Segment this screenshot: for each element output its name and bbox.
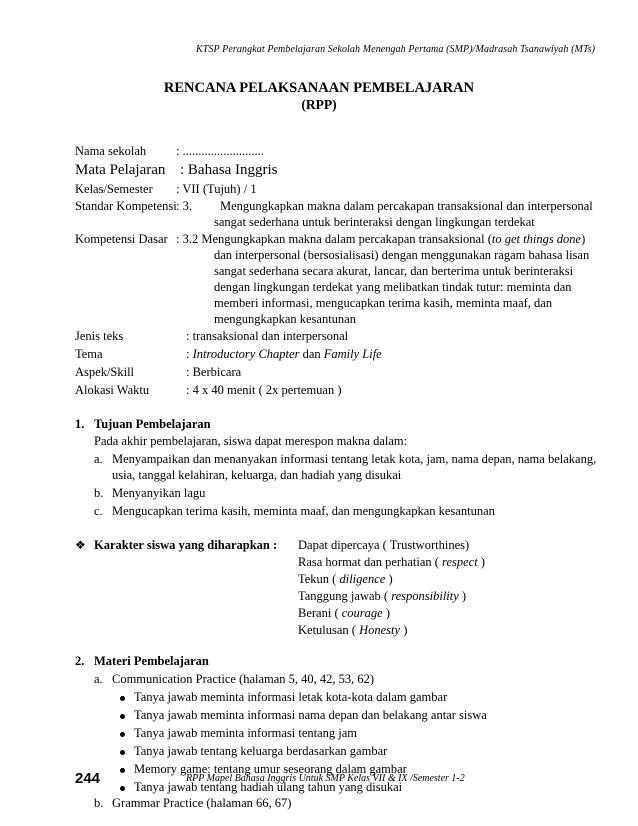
tujuan-intro: Pada akhir pembelajaran, siswa dapat merespon makna dalam: [94, 434, 408, 448]
school-value: : .......................... [176, 144, 264, 158]
materi-bullet-item: Tanya jawab meminta informasi tentang jam [134, 726, 358, 740]
section-title-materi: Materi Pembelajaran [94, 654, 209, 668]
page-number: 244 [75, 770, 101, 787]
section-number-2: 2. [75, 654, 85, 668]
class-value: : VII (Tujuh) / 1 [176, 182, 257, 196]
kd-label: Kompetensi Dasar [75, 232, 168, 246]
aspek-value: : Berbicara [186, 365, 242, 379]
subject-value: : Bahasa Inggris [180, 162, 278, 178]
materi-a-mark: a. [94, 672, 103, 686]
document-title: RENCANA PELAKSANAAN PEMBELAJARAN [163, 80, 475, 96]
document-subtitle: (RPP) [301, 97, 337, 112]
karakter-title: Karakter siswa yang diharapkan : [94, 538, 278, 552]
tema-value: : Introductory Chapter dan Family Life [186, 347, 382, 361]
materi-bullet-item: Tanya jawab meminta informasi letak kota-kota dalam gambar [134, 690, 448, 704]
karakter-item: Rasa hormat dan perhatian ( respect ) [298, 555, 485, 569]
tujuan-c-text: Mengucapkan terima kasih, meminta maaf, dan mengungkapkan kesantunan [112, 504, 495, 518]
sk-label: Standar Kompetensi [75, 199, 177, 213]
school-label: Nama sekolah [75, 144, 147, 158]
karakter-item: Dapat dipercaya ( Trustworthines) [298, 538, 470, 552]
alokasi-label: Alokasi Waktu [75, 383, 150, 397]
sk-text-line1: Mengungkapkan makna dalam percakapan transaksional dan interpersonal [220, 199, 593, 213]
materi-bullet-item: Tanya jawab meminta informasi nama depan dan belakang antar siswa [134, 708, 487, 722]
karakter-item: Ketulusan ( Honesty ) [298, 623, 408, 637]
class-label: Kelas/Semester [75, 182, 153, 196]
materi-bullet-item: Memory game: tentang umur seseorang dalam gambar [134, 762, 407, 776]
subject-label: Mata Pelajaran [75, 162, 166, 178]
kd-text-line3: sangat sederhana secara akurat, lancar, dan berterima untuk berinteraksi [214, 264, 574, 278]
karakter-item: Tanggung jawab ( responsibility ) [298, 589, 467, 603]
bullet-icon [120, 750, 125, 755]
section-number-1: 1. [75, 417, 85, 431]
tujuan-a-line2: usia, tanggal kelahiran, keluarga, dan hadiah yang disukai [112, 468, 402, 482]
tujuan-b-mark: b. [94, 486, 104, 500]
tujuan-a-mark: a. [94, 452, 103, 466]
bullet-icon [120, 714, 125, 719]
running-header: KTSP Perangkat Pembelajaran Sekolah Menengah Pertama (SMP)/Madrasah Tsanawiyah (MTs) [196, 44, 596, 55]
materi-b-mark: b. [94, 796, 104, 810]
tema-label: Tema [75, 347, 103, 361]
bullet-icon [120, 768, 125, 773]
tujuan-b-text: Menyanyikan lagu [112, 486, 206, 500]
kd-text-line5: memberi informasi, mengucapkan terima kasih, meminta maaf, dan [214, 296, 553, 310]
karakter-item: Berani ( courage ) [298, 606, 390, 620]
kd-text-line4: dengan lingkungan terdekat yang melibatkan tindak tutur: meminta dan [214, 280, 572, 294]
tujuan-a-line1: Menyampaikan dan menanyakan informasi tentang letak kota, jam, nama depan, nama belakang, [112, 452, 597, 466]
bullet-icon [120, 696, 125, 701]
materi-b-text: Grammar Practice (halaman 66, 67) [112, 796, 292, 810]
kd-text-line6: mengungkapkan kesantunan [214, 312, 356, 326]
bullet-icon [120, 786, 125, 791]
materi-a-text: Communication Practice (halaman 5, 40, 42, 53, 62) [112, 672, 375, 686]
karakter-item: Tekun ( diligence ) [298, 572, 393, 586]
kd-text-line2: dan interpersonal (bersosialisasi) dengan menggunakan ragam bahasa lisan [214, 248, 590, 262]
bullet-icon [120, 732, 125, 737]
jenis-value: : transaksional dan interpersonal [186, 329, 349, 343]
section-title-tujuan: Tujuan Pembelajaran [94, 417, 211, 431]
sk-text-line2: sangat sederhana untuk berinteraksi dengan lingkungan terdekat [214, 215, 535, 229]
kd-text-line1: : 3.2 Mengungkapkan makna dalam percakapan transaksional (to get things done) [176, 232, 586, 246]
materi-bullet-item: Tanya jawab tentang keluarga berdasarkan gambar [134, 744, 388, 758]
sk-number: : 3. [176, 199, 192, 213]
aspek-label: Aspek/Skill [75, 365, 135, 379]
tujuan-c-mark: c. [94, 504, 103, 518]
footer-text: RPP Mapel Bahasa Inggris Untuk SMP Kelas VII & IX /Semester 1-2 [186, 773, 465, 784]
jenis-label: Jenis teks [75, 329, 124, 343]
diamond-bullet-icon: ❖ [75, 538, 86, 552]
alokasi-value: : 4 x 40 menit ( 2x pertemuan ) [186, 383, 342, 397]
materi-bullet-item: Tanya jawab tentang hadiah ulang tahun yang disukai [134, 780, 403, 794]
